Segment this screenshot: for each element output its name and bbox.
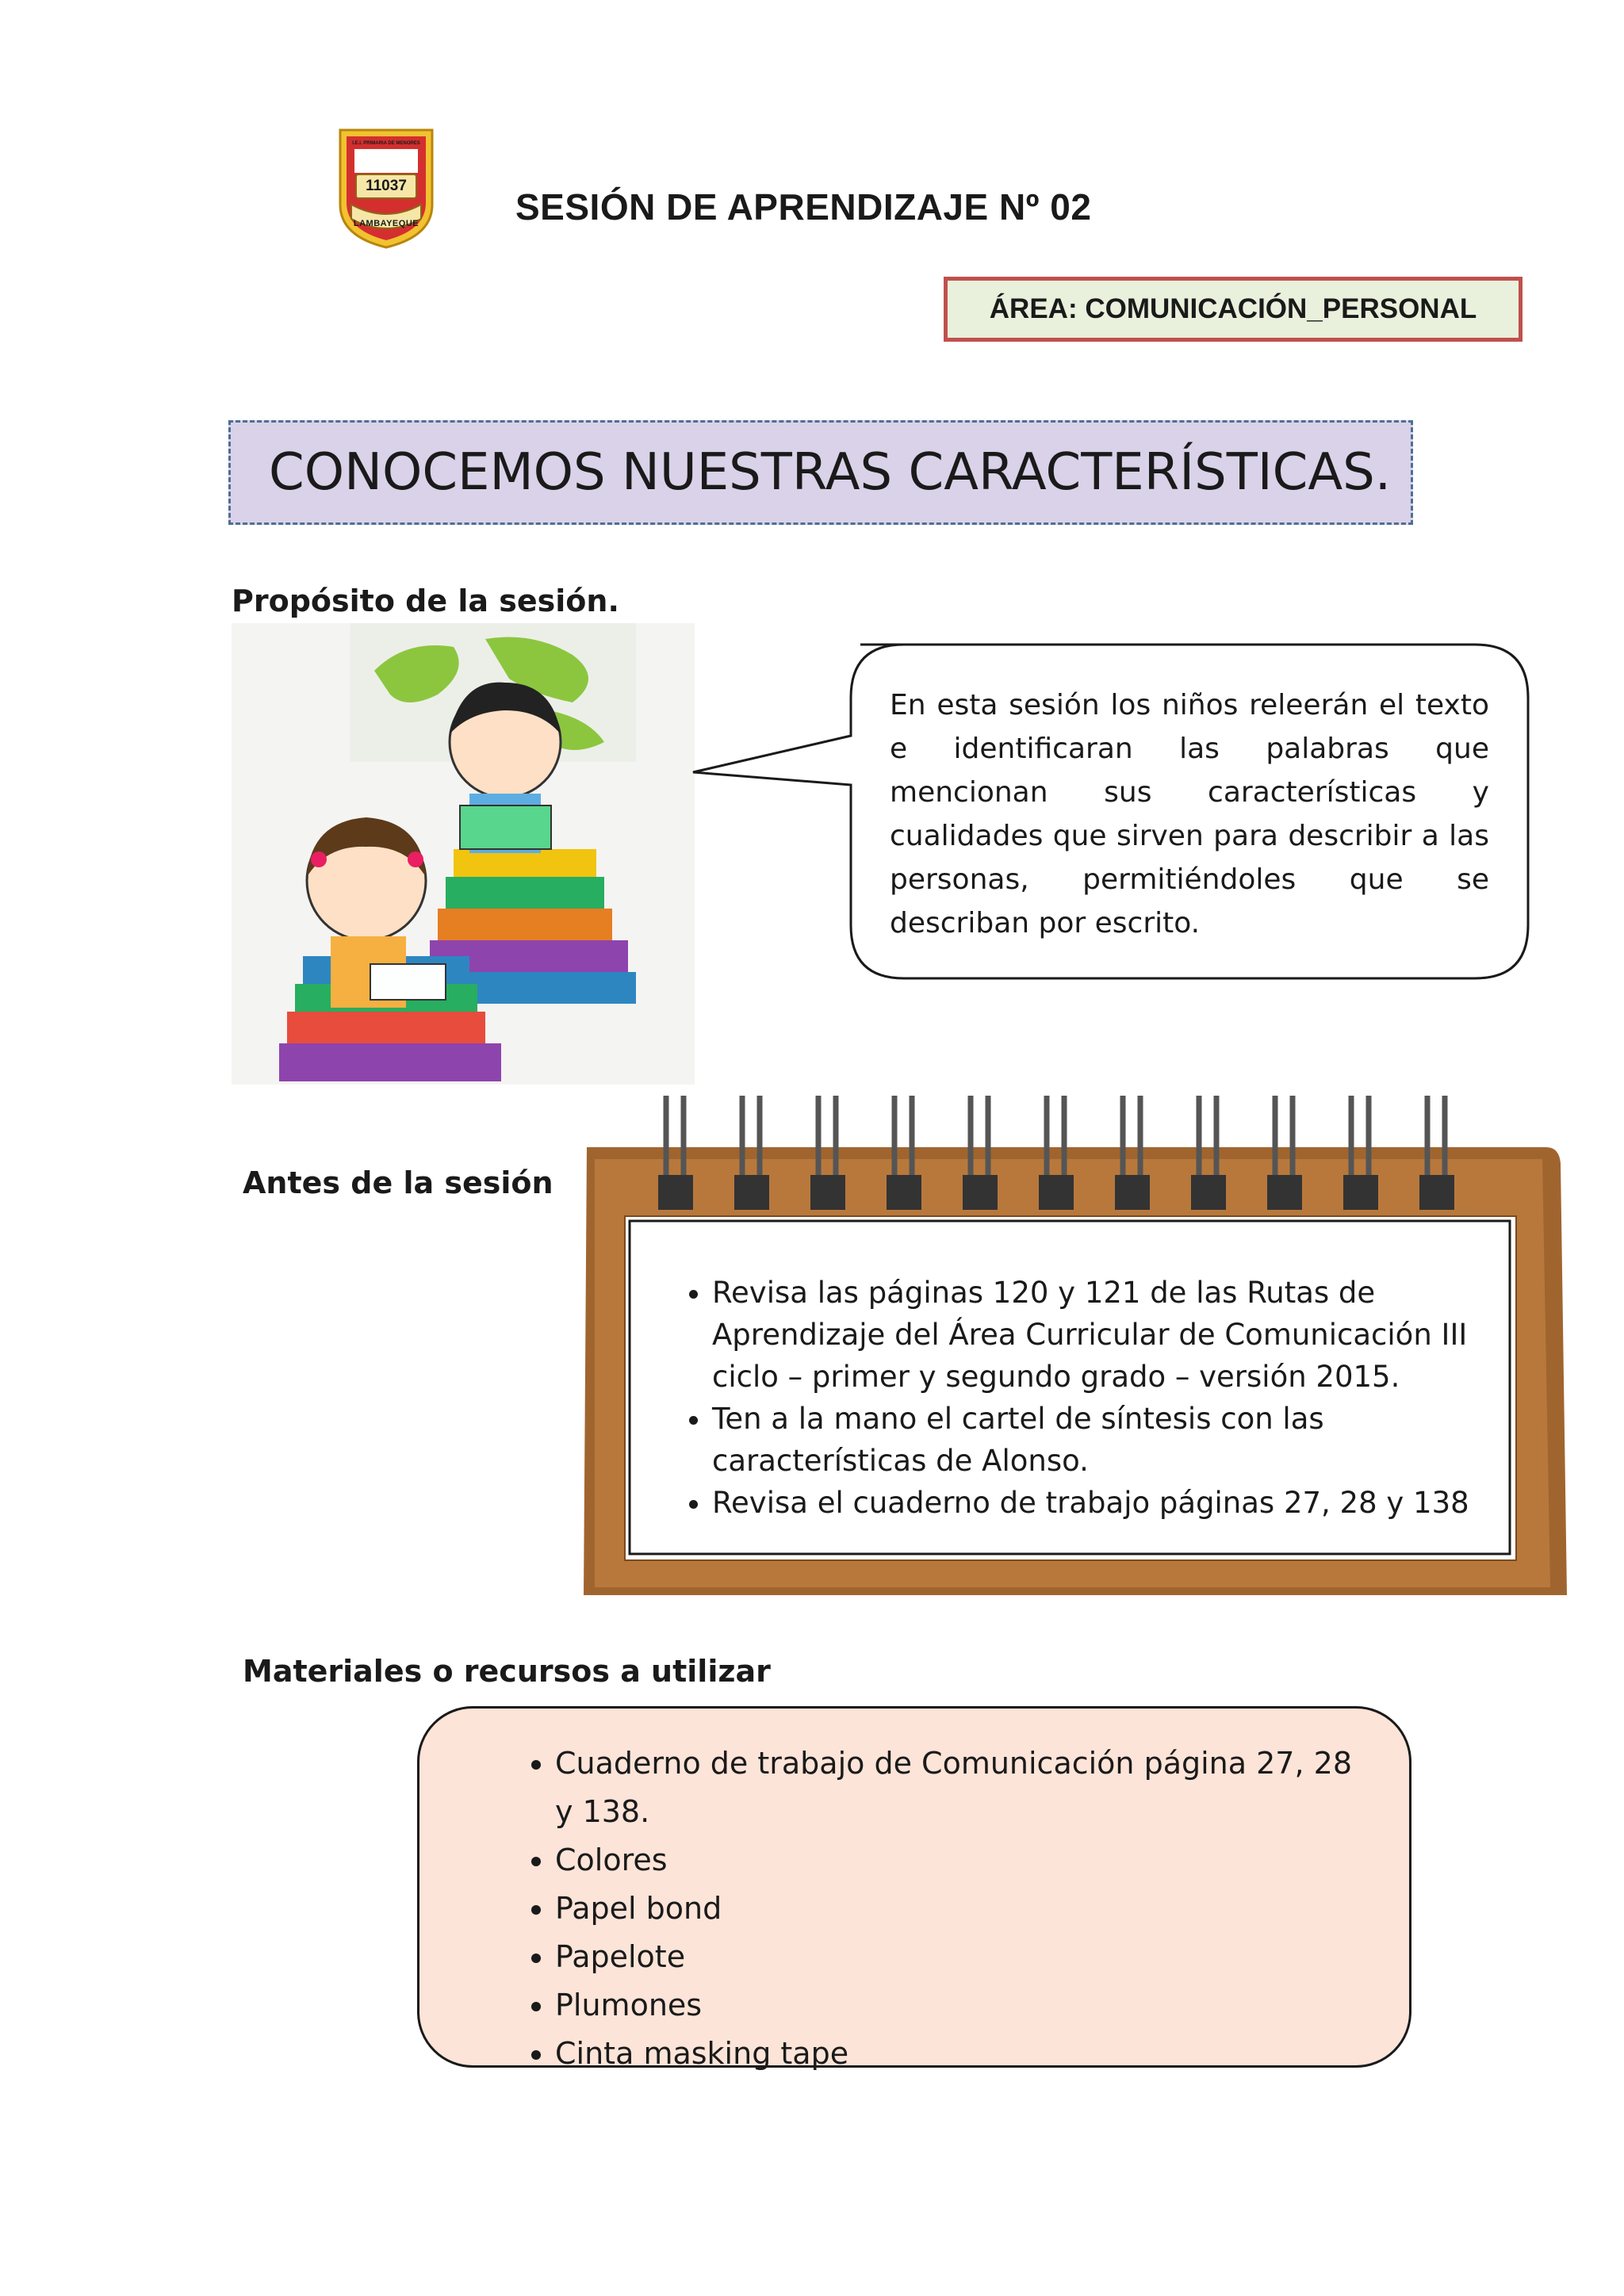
list-item: • Cinta masking tape xyxy=(555,2030,1377,2078)
page-title: SESIÓN DE APRENDIZAJE Nº 02 xyxy=(515,186,1092,228)
proposito-label: Propósito de la sesión. xyxy=(232,584,619,618)
topic-title-box: CONOCEMOS NUESTRAS CARACTERÍSTICAS. xyxy=(228,420,1413,525)
list-item: • Papel bond xyxy=(555,1885,1377,1933)
materiales-list xyxy=(488,1739,1377,2078)
list-item: • Revisa el cuaderno de trabajo páginas 27, 28 y 138 xyxy=(712,1482,1505,1524)
school-shield-logo xyxy=(337,125,435,251)
list-item: • Cuaderno de trabajo de Comunicación página 27, 28 y 138. xyxy=(555,1739,1377,1836)
area-box: ÁREA: COMUNICACIÓN_PERSONAL xyxy=(944,277,1522,342)
list-item: • Plumones xyxy=(555,1981,1377,2030)
antes-label: Antes de la sesión xyxy=(243,1165,553,1200)
list-item: • Ten a la mano el cartel de síntesis con las características de Alonso. xyxy=(712,1398,1505,1482)
proposito-text: En esta sesión los niños releerán el texto e identificaran las palabras que mencionan sus características y cualidades que sirven para describir a las personas, permitiéndoles que se describan por escrito. xyxy=(890,689,1489,939)
list-item: • Papelote xyxy=(555,1933,1377,1981)
materiales-label: Materiales o recursos a utilizar xyxy=(243,1654,771,1689)
shield-arc-text: I.E.I. PRIMARIA DE MENORES xyxy=(352,141,420,146)
children-reading-illustration xyxy=(232,623,695,1085)
list-item: • Revisa las páginas 120 y 121 de las Rutas de Aprendizaje del Área Curricular de Comunicación III ciclo – primer y segundo grado – versión 2015. xyxy=(712,1272,1505,1398)
antes-list xyxy=(665,1272,1505,1524)
shield-number: 11037 xyxy=(366,178,407,194)
list-item: • Colores xyxy=(555,1836,1377,1885)
shield-city: LAMBAYEQUE xyxy=(353,219,419,228)
